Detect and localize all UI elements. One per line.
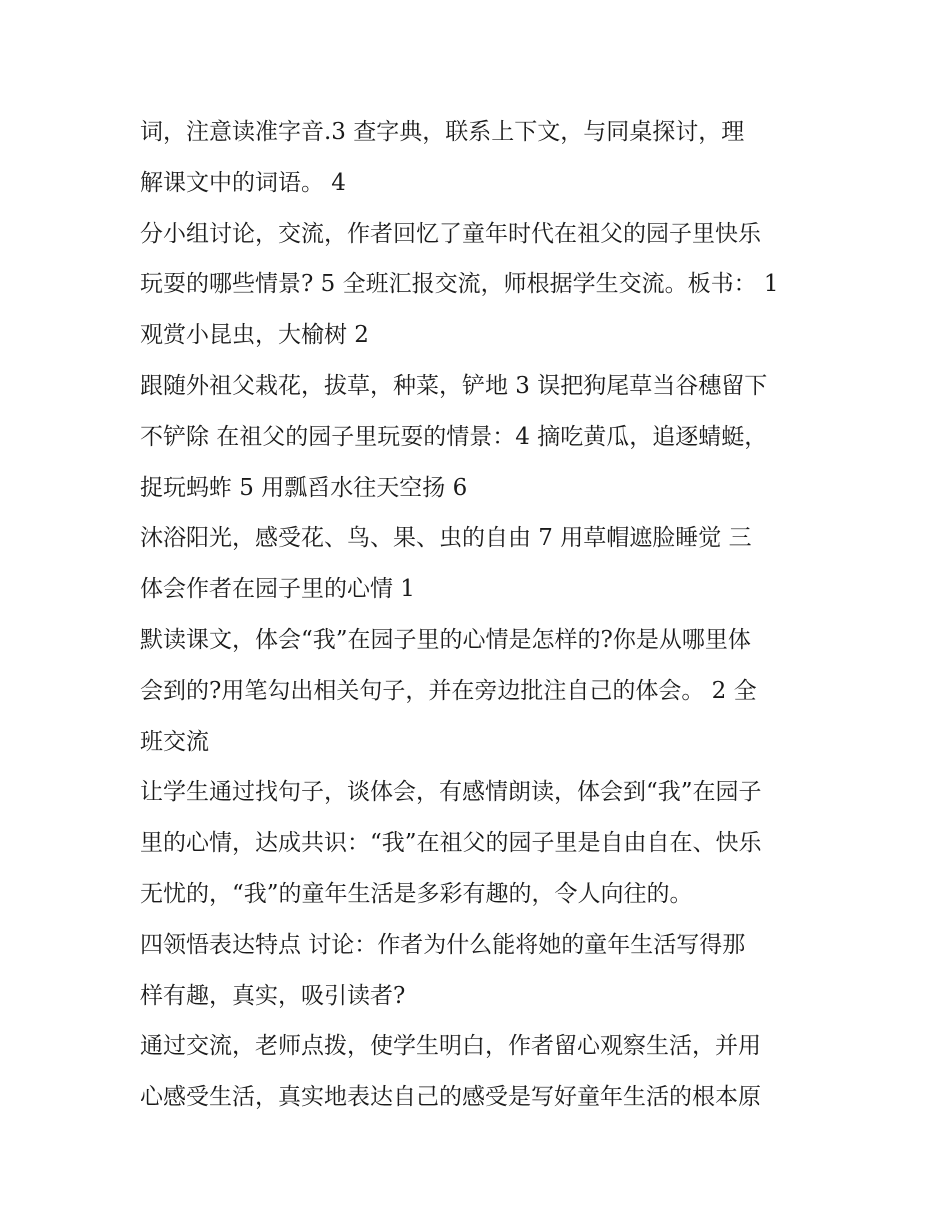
text-line: 分小组讨论，交流，作者回忆了童年时代在祖父的园子里快乐 <box>140 220 761 247</box>
text-line: 无忧的，“我”的童年生活是多彩有趣的，令人向往的。 <box>140 880 693 907</box>
text-line: 不铲除 在祖父的园子里玩耍的情景：4 摘吃黄瓜，追逐蜻蜓， <box>140 423 768 450</box>
text-line: 会到的?用笔勾出相关句子，并在旁边批注自己的体会。 2 全 <box>140 677 757 704</box>
text-line: 班交流 <box>140 728 209 755</box>
body-text <box>140 107 830 1123</box>
text-line: 让学生通过找句子，谈体会，有感情朗读，体会到“我”在园子 <box>140 779 762 806</box>
text-line: 观赏小昆虫，大榆树 2 <box>140 322 369 349</box>
text-line: 默读课文，体会“我”在园子里的心情是怎样的?你是从哪里体 <box>140 626 751 653</box>
text-line: 跟随外祖父栽花，拔草，种菜，铲地 3 误把狗尾草当谷穗留下 <box>140 372 768 399</box>
text-line: 通过交流，老师点拨，使学生明白，作者留心观察生活，并用 <box>140 1033 761 1060</box>
text-line: 捉玩蚂蚱 5 用瓢舀水往天空扬 6 <box>140 474 468 501</box>
text-line: 里的心情，达成共识：“我”在祖父的园子里是自由自在、快乐 <box>140 830 762 857</box>
text-line: 体会作者在园子里的心情 1 <box>140 576 415 603</box>
text-line: 四领悟表达特点 讨论：作者为什么能将她的童年生活写得那 <box>140 931 746 958</box>
text-line: 沐浴阳光，感受花、鸟、果、虫的自由 7 用草帽遮脸睡觉 三 <box>140 525 752 552</box>
text-line: 样有趣，真实，吸引读者? <box>140 982 406 1009</box>
text-line: 词，注意读准字音.3 查字典，联系上下文，与同桌探讨，理 <box>140 119 745 145</box>
text-line: 玩耍的哪些情景? 5 全班汇报交流，师根据学生交流。板书： 1 <box>140 271 779 298</box>
text-line: 解课文中的词语。 4 <box>140 169 346 196</box>
text-line: 心感受生活，真实地表达自己的感受是写好童年生活的根本原 <box>140 1084 761 1111</box>
